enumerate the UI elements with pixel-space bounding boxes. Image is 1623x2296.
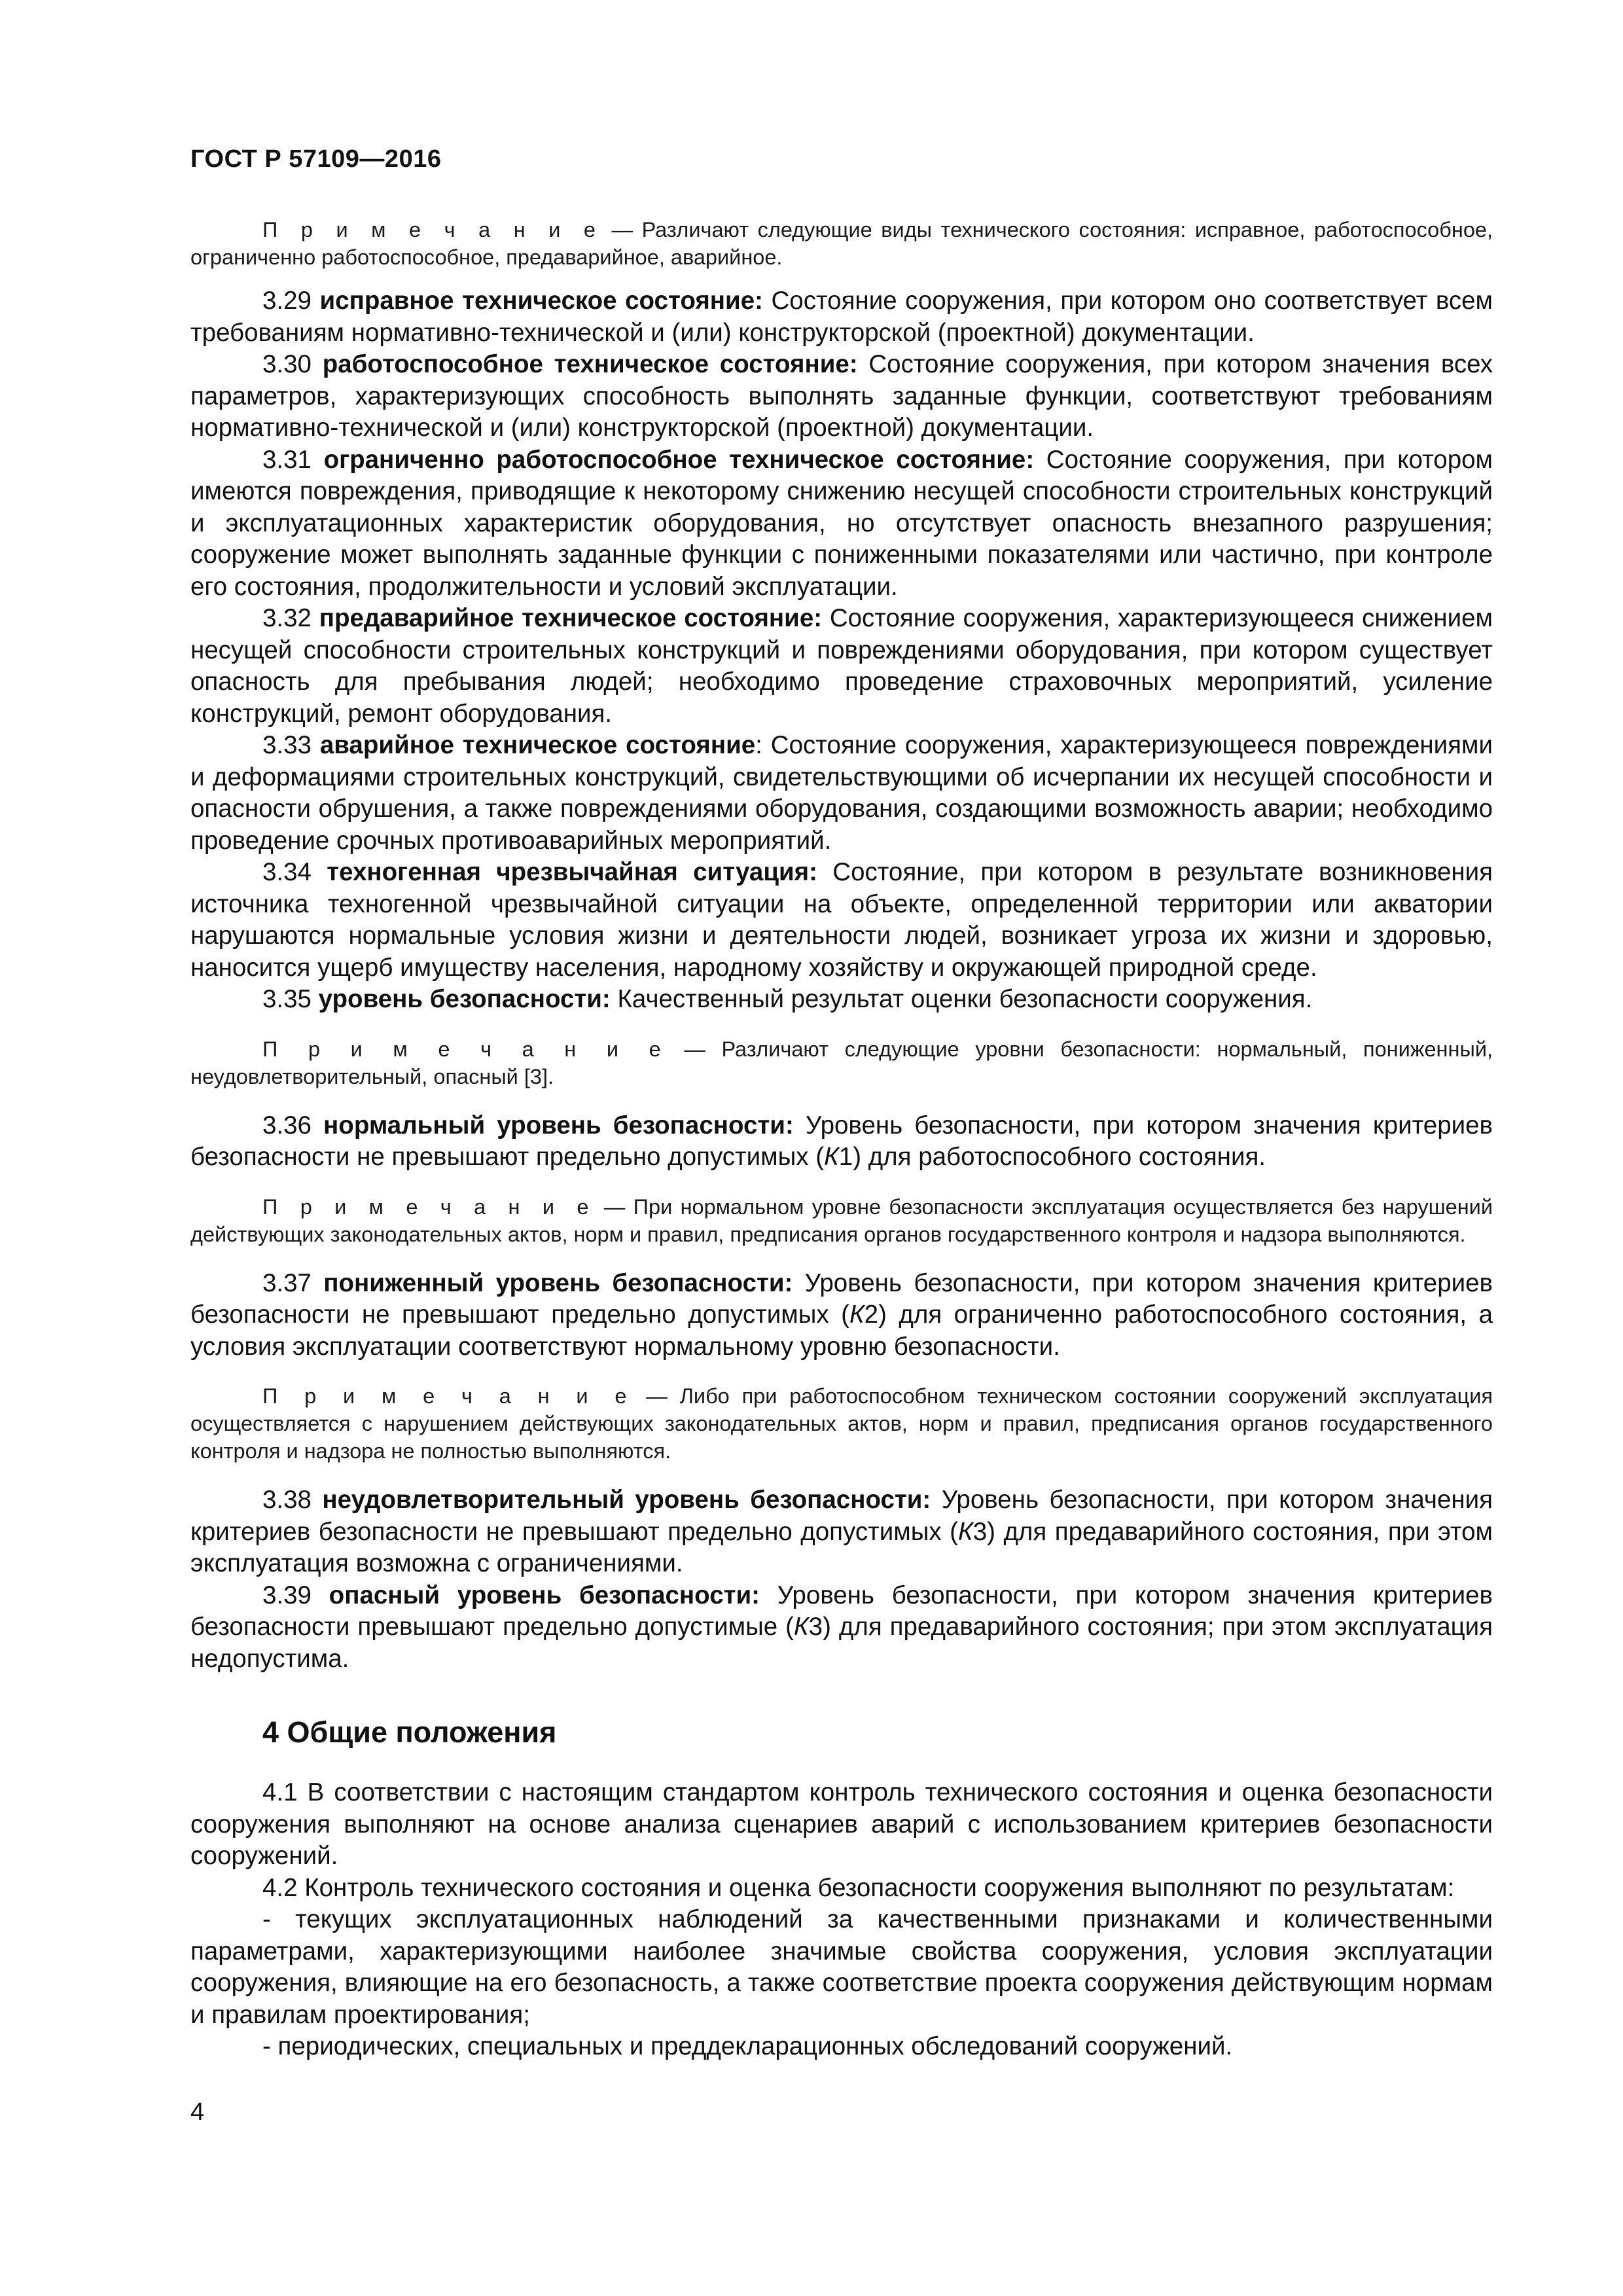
term-definition: Состояние, при котором в результате возникновения источника техногенной чрезвычайной ситуации на объекте, определенной территории или акватории нарушаются нормальные условия жизни и деятельности людей, возникает угроза их жизни и здоровью, наносится ущерб имуществу населения, народному хозяйству и окружающей природной среде. bbox=[190, 858, 1493, 982]
term-title: ограниченно работоспособное техническое состояние: bbox=[323, 445, 1035, 474]
term-3-33 bbox=[190, 730, 1493, 857]
note-text: — При нормальном уровне безопасности эксплуатация осуществляется без нарушений действующих законодательных актов, норм и правил, предписания органов государственного контроля и надзора выполняются. bbox=[190, 1194, 1493, 1246]
note-3 bbox=[190, 1193, 1493, 1248]
criterion-index: 3 bbox=[972, 1517, 988, 1546]
term-title: пониженный уровень безопасности: bbox=[323, 1268, 793, 1297]
term-number: 3.33 bbox=[262, 731, 312, 759]
note-1 bbox=[190, 216, 1493, 271]
note-2 bbox=[190, 1035, 1493, 1090]
note-label: П р и м е ч а н и е bbox=[262, 1037, 668, 1061]
note-label: П р и м е ч а н и е bbox=[262, 1384, 634, 1408]
term-definition: Качественный результат оценки безопасности сооружения. bbox=[617, 985, 1313, 1013]
term-definition: : Состояние сооружения, характеризующееся повреждениями и деформациями строительных конструкций, свидетельствующими об исчерпании их несущей способности и опасности обрушения, а также повреждениями оборудования, создающими возможность аварии; необходимо проведение срочных противоаварийных мероприятий. bbox=[190, 731, 1493, 855]
term-title: неудовлетворительный уровень безопасности: bbox=[322, 1486, 931, 1514]
term-definition: Уровень безопасности, при котором значения критериев безопасности превышают предельно допустимые ( bbox=[190, 1581, 1493, 1641]
term-number: 3.35 bbox=[262, 985, 312, 1013]
term-title: техногенная чрезвычайная ситуация: bbox=[327, 858, 817, 886]
term-definition-end: ) для работоспособного состояния. bbox=[853, 1143, 1266, 1171]
term-title: предаварийное техническое состояние: bbox=[319, 604, 823, 632]
term-3-39 bbox=[190, 1580, 1493, 1676]
term-title: опасный уровень безопасности: bbox=[329, 1581, 760, 1609]
term-3-35 bbox=[190, 984, 1493, 1016]
note-text: — Различают следующие виды технического состояния: исправное, работоспособное, ограниченно работоспособное, предаварийное, аварийное. bbox=[190, 218, 1493, 269]
term-definition-end: ) для предаварийного состояния; при этом эксплуатация недопустима. bbox=[190, 1613, 1493, 1673]
criterion-symbol: К bbox=[793, 1613, 809, 1641]
criterion-index: 3 bbox=[808, 1613, 823, 1641]
list-item: - текущих эксплуатационных наблюдений за качественными признаками и количественными параметрами, характеризующими наиболее значимые свойства сооружения, условия эксплуатации сооружения, влияющие на его безопасность, а также соответствие проекта сооружения действующим нормам и правилам проектирования; bbox=[190, 1905, 1493, 2029]
term-3-31 bbox=[190, 444, 1493, 603]
term-definition: Уровень безопасности, при котором значения критериев безопасности не превышают предельно допустимых ( bbox=[190, 1486, 1493, 1546]
document-header: ГОСТ Р 57109—2016 bbox=[190, 145, 442, 173]
term-definition: Уровень безопасности, при котором значения критериев безопасности не превышают предельно допустимых ( bbox=[190, 1111, 1493, 1171]
term-number: 3.39 bbox=[262, 1581, 312, 1609]
paragraph-4-1: 4.1 В соответствии с настоящим стандартом контроль технического состояния и оценка безопасности сооружения выполняют на основе анализа сценариев аварий с использованием критериев безопасности сооружений. bbox=[190, 1778, 1493, 1870]
list-item: - периодических, специальных и преддекларационных обследований сооружений. bbox=[262, 2032, 1233, 2060]
note-label: П р и м е ч а н и е bbox=[262, 1194, 596, 1219]
page-number: 4 bbox=[190, 2098, 205, 2126]
term-title: уровень безопасности: bbox=[318, 985, 611, 1013]
term-3-29 bbox=[190, 285, 1493, 349]
term-title: аварийное техническое состояние bbox=[319, 731, 756, 759]
note-text: — Различают следующие уровни безопасности: нормальный, пониженный, неудовлетворительный, опасный [3]. bbox=[190, 1037, 1493, 1088]
term-definition: Состояние сооружения, характеризующееся снижением несущей способности строительных конструкций и повреждениями оборудования, при котором существует опасность для пребывания людей; необходимо проведение страховочных мероприятий, усиление конструкций, ремонт оборудования. bbox=[190, 604, 1493, 728]
document-body bbox=[190, 216, 1493, 2063]
term-definition-end: ) для предаварийного состояния, при этом эксплуатация возможна с ограничениями. bbox=[190, 1517, 1493, 1577]
term-number: 3.36 bbox=[262, 1111, 312, 1139]
criterion-index: 1 bbox=[838, 1143, 853, 1171]
section-heading: 4 Общие положения bbox=[262, 1715, 557, 1749]
criterion-symbol: К bbox=[957, 1517, 973, 1546]
term-3-37 bbox=[190, 1268, 1493, 1363]
term-definition: Уровень безопасности, при котором значения критериев безопасности не превышают предельно допустимых ( bbox=[190, 1268, 1493, 1329]
criterion-index: 2 bbox=[864, 1300, 879, 1329]
term-number: 3.32 bbox=[262, 604, 312, 632]
term-number: 3.38 bbox=[262, 1486, 312, 1514]
term-number: 3.31 bbox=[262, 445, 312, 474]
term-definition: Состояние сооружения, при котором имеются повреждения, приводящие к некоторому снижению несущей способности строительных конструкций и эксплуатационных характеристик оборудования, но отсутствует опасность внезапного разрушения; сооружение может выполнять заданные функции с пониженными показателями или частично, при контроле его состояния, продолжительности и условий эксплуатации. bbox=[190, 445, 1493, 601]
criterion-symbol: К bbox=[849, 1300, 865, 1329]
term-title: нормальный уровень безопасности: bbox=[323, 1111, 794, 1139]
term-title: исправное техническое состояние: bbox=[319, 287, 763, 315]
term-definition: Состояние сооружения, при котором значения всех параметров, характеризующих способность выполнять заданные функции, соответствуют требованиям нормативно-технической и (или) конструкторской (проектной) документации. bbox=[190, 350, 1493, 442]
term-3-32 bbox=[190, 603, 1493, 730]
term-title: работоспособное техническое состояние: bbox=[322, 350, 858, 378]
term-3-30 bbox=[190, 349, 1493, 444]
term-number: 3.37 bbox=[262, 1268, 312, 1297]
paragraph-4-2: 4.2 Контроль технического состояния и оценка безопасности сооружения выполняют по результатам: bbox=[262, 1873, 1455, 1902]
term-definition-end: ) для ограниченно работоспособного состояния, а условия эксплуатации соответствуют нормальному уровню безопасности. bbox=[190, 1300, 1493, 1361]
term-number: 3.30 bbox=[262, 350, 312, 378]
term-number: 3.34 bbox=[262, 858, 312, 886]
term-3-34 bbox=[190, 857, 1493, 984]
note-text: — Либо при работоспособном техническом состоянии сооружений эксплуатация осуществляется с нарушением действующих законодательных актов, норм и правил, предписания органов государственного контроля и надзора не полностью выполняются. bbox=[190, 1384, 1493, 1463]
term-definition: Состояние сооружения, при котором оно соответствует всем требованиям нормативно-технической и (или) конструкторской (проектной) документации. bbox=[190, 287, 1493, 347]
note-label: П р и м е ч а н и е bbox=[262, 218, 603, 242]
criterion-symbol: К bbox=[824, 1143, 839, 1171]
term-3-36 bbox=[190, 1110, 1493, 1174]
term-3-38 bbox=[190, 1484, 1493, 1580]
term-number: 3.29 bbox=[262, 287, 312, 315]
note-4 bbox=[190, 1382, 1493, 1465]
